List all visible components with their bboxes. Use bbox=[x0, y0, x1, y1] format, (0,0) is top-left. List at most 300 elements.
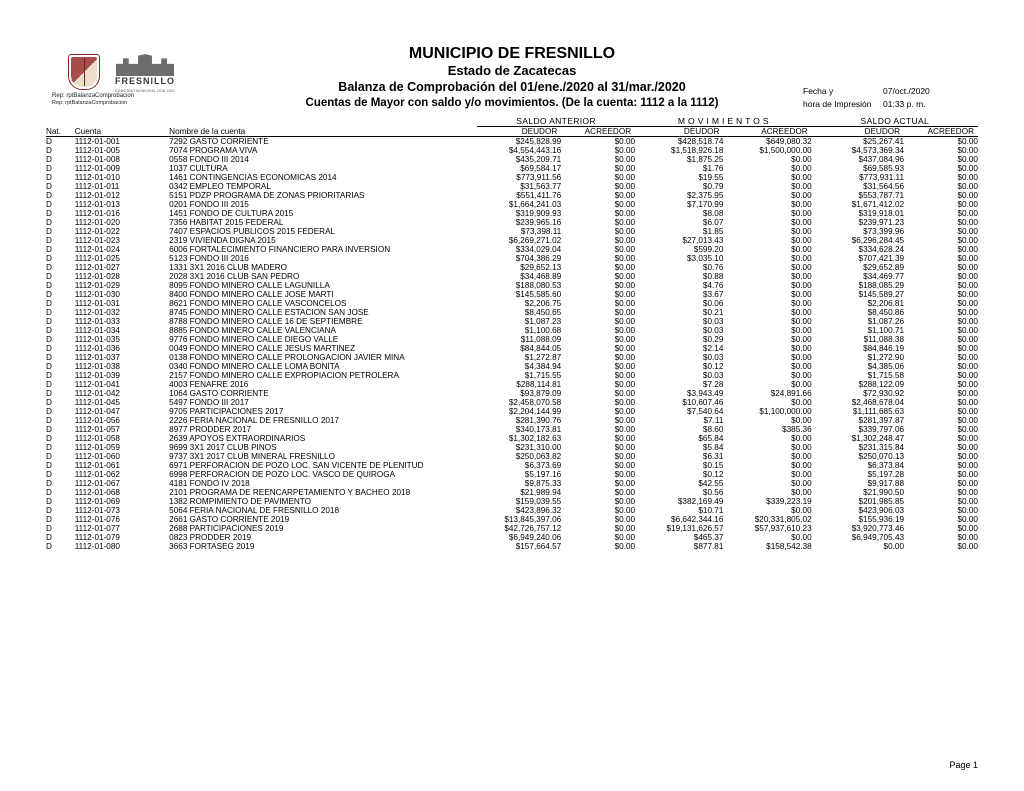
cell-nat: D bbox=[46, 155, 52, 164]
cell-mov-acreedor: $0.00 bbox=[791, 281, 812, 290]
cell-anterior-acreedor: $0.00 bbox=[614, 164, 636, 173]
cell-anterior-deudor: $145,585.60 bbox=[515, 290, 562, 299]
cell-mov-acreedor: $0.00 bbox=[791, 443, 812, 452]
group-header-row bbox=[46, 116, 978, 127]
cell-mov-deudor: $42.55 bbox=[698, 479, 724, 488]
cell-mov-acreedor: $385.36 bbox=[782, 425, 812, 434]
table-row bbox=[46, 254, 978, 263]
cell-anterior-acreedor: $0.00 bbox=[614, 236, 636, 245]
cell-nat: D bbox=[46, 137, 52, 146]
cell-actual-acreedor: $0.00 bbox=[957, 272, 978, 281]
cell-anterior-acreedor: $0.00 bbox=[614, 155, 636, 164]
cell-mov-deudor: $599.20 bbox=[693, 245, 724, 254]
cell-nat: D bbox=[46, 344, 52, 353]
cell-nombre: 6971 PERFORACION DE POZO LOC. SAN VICENTE DE PLENITUD bbox=[169, 461, 424, 470]
report-title: Balanza de Comprobación del 01/ene./2020 al 31/mar./2020 bbox=[338, 80, 686, 94]
cell-cuenta: 1112-01-062 bbox=[74, 470, 120, 479]
cell-anterior-deudor: $1,272.87 bbox=[524, 353, 562, 362]
table-row bbox=[46, 191, 978, 200]
cell-nombre: 5151 PDZP PROGRAMA DE ZONAS PRIORITARIAS bbox=[169, 191, 365, 200]
cell-actual-acreedor: $0.00 bbox=[957, 506, 978, 515]
cell-nat: D bbox=[46, 164, 52, 173]
cell-mov-deudor: $1,518,926.18 bbox=[671, 146, 724, 155]
cell-anterior-deudor: $245,828.99 bbox=[515, 137, 562, 146]
cell-anterior-acreedor: $0.00 bbox=[614, 245, 636, 254]
cell-mov-acreedor: $0.00 bbox=[791, 362, 812, 371]
cell-anterior-deudor: $1,100.68 bbox=[524, 326, 562, 335]
cell-actual-acreedor: $0.00 bbox=[957, 380, 978, 389]
cell-anterior-acreedor: $0.00 bbox=[614, 254, 636, 263]
cell-anterior-deudor: $1,664,241.03 bbox=[508, 200, 562, 209]
table-row bbox=[46, 146, 978, 155]
cell-nombre: 0823 PRODDER 2019 bbox=[169, 533, 252, 542]
cell-cuenta: 1112-01-069 bbox=[74, 497, 120, 506]
cell-mov-deudor: $7,170.99 bbox=[686, 200, 724, 209]
cell-mov-acreedor: $1,100,000.00 bbox=[759, 407, 812, 416]
cell-mov-acreedor: $0.00 bbox=[791, 245, 812, 254]
cell-mov-acreedor: $1,500,000.00 bbox=[759, 146, 812, 155]
cell-mov-deudor: $0.03 bbox=[702, 353, 724, 362]
cell-anterior-deudor: $250,063.82 bbox=[515, 452, 562, 461]
table-row bbox=[46, 470, 978, 479]
table-row bbox=[46, 326, 978, 335]
cell-actual-deudor: $72,930.92 bbox=[863, 389, 905, 398]
cell-actual-deudor: $11,088.38 bbox=[863, 335, 905, 344]
table-row bbox=[46, 263, 978, 272]
logo-wordmark: FRESNILLO bbox=[115, 76, 175, 86]
cell-mov-deudor: $6,642,344.16 bbox=[671, 515, 724, 524]
cell-anterior-deudor: $288,114.81 bbox=[516, 380, 562, 389]
cell-actual-deudor: $31,564.56 bbox=[863, 182, 905, 191]
cell-mov-deudor: $7.11 bbox=[703, 416, 724, 425]
print-date-label: Fecha y bbox=[803, 86, 834, 96]
cell-cuenta: 1112-01-031 bbox=[74, 299, 120, 308]
cell-nombre: 5064 FERIA NACIONAL DE FRESNILLO 2018 bbox=[169, 506, 340, 515]
table-row bbox=[46, 245, 978, 254]
table-row bbox=[46, 542, 978, 551]
cell-nat: D bbox=[46, 371, 52, 380]
cell-nombre: 9699 3X1 2017 CLUB PINOS bbox=[169, 443, 277, 452]
cell-mov-acreedor: $0.00 bbox=[791, 272, 812, 281]
cell-mov-acreedor: $0.00 bbox=[791, 416, 812, 425]
cell-anterior-acreedor: $0.00 bbox=[614, 542, 636, 551]
cell-anterior-deudor: $2,204,144.99 bbox=[508, 407, 562, 416]
cell-mov-deudor: $0.03 bbox=[702, 371, 724, 380]
cell-mov-deudor: $0.29 bbox=[702, 335, 724, 344]
cell-mov-deudor: $1.85 bbox=[702, 227, 724, 236]
cell-nombre: 8977 PRODDER 2017 bbox=[169, 425, 252, 434]
cell-cuenta: 1112-01-080 bbox=[74, 542, 120, 551]
cell-nat: D bbox=[46, 146, 52, 155]
cell-anterior-deudor: $21,989.94 bbox=[520, 488, 562, 497]
table-row bbox=[46, 524, 978, 533]
cell-actual-acreedor: $0.00 bbox=[957, 542, 978, 551]
table-row bbox=[46, 533, 978, 542]
cell-nombre: 0201 FONDO III 2015 bbox=[169, 200, 249, 209]
cell-nombre: 8885 FONDO MINERO CALLE VALENCIANA bbox=[169, 326, 336, 335]
cell-nat: D bbox=[46, 290, 52, 299]
cell-cuenta: 1112-01-056 bbox=[74, 416, 120, 425]
cell-mov-acreedor: $0.00 bbox=[791, 434, 812, 443]
cell-mov-deudor: $0.79 bbox=[702, 182, 724, 191]
cell-actual-deudor: $188,085.29 bbox=[858, 281, 905, 290]
cell-mov-deudor: $0.12 bbox=[702, 470, 724, 479]
cell-cuenta: 1112-01-068 bbox=[74, 488, 120, 497]
print-time-label: hora de Impresión bbox=[803, 99, 872, 109]
group-blank-3 bbox=[169, 116, 477, 127]
group-blank-2 bbox=[75, 116, 169, 127]
cell-mov-deudor: $65.84 bbox=[698, 434, 724, 443]
cell-actual-acreedor: $0.00 bbox=[957, 245, 978, 254]
cell-nat: D bbox=[46, 542, 52, 551]
cell-actual-acreedor: $0.00 bbox=[957, 308, 978, 317]
cell-anterior-deudor: $42,726,757.12 bbox=[504, 524, 562, 533]
cell-nat: D bbox=[46, 488, 52, 497]
cell-nombre: 1331 3X1 2016 CLUB MADERO bbox=[169, 263, 288, 272]
cell-mov-deudor: $0.06 bbox=[702, 299, 724, 308]
table-row bbox=[46, 164, 978, 173]
cell-mov-acreedor: $0.00 bbox=[791, 254, 812, 263]
cell-actual-deudor: $145,589.27 bbox=[858, 290, 905, 299]
cell-anterior-acreedor: $0.00 bbox=[614, 524, 636, 533]
cell-cuenta: 1112-01-010 bbox=[74, 173, 120, 182]
cell-cuenta: 1112-01-038 bbox=[74, 362, 120, 371]
fresnillo-logo-icon bbox=[110, 52, 180, 93]
cell-mov-deudor: $428,518.74 bbox=[677, 137, 724, 146]
cell-mov-acreedor: $0.00 bbox=[791, 155, 812, 164]
cell-nombre: 0558 FONDO III 2014 bbox=[169, 155, 249, 164]
cell-mov-deudor: $2,375.95 bbox=[686, 191, 724, 200]
cell-actual-deudor: $84,846.19 bbox=[863, 344, 905, 353]
cell-nat: D bbox=[46, 263, 52, 272]
cell-anterior-deudor: $8,450.65 bbox=[524, 308, 562, 317]
print-date-value: 07/oct./2020 bbox=[883, 86, 930, 96]
cell-anterior-acreedor: $0.00 bbox=[614, 461, 636, 470]
cell-anterior-deudor: $340,173.81 bbox=[515, 425, 562, 434]
cell-anterior-acreedor: $0.00 bbox=[614, 182, 636, 191]
print-time-value: 01:33 p. m. bbox=[883, 99, 926, 109]
cell-actual-acreedor: $0.00 bbox=[957, 515, 978, 524]
table-row bbox=[46, 272, 978, 281]
cell-actual-acreedor: $0.00 bbox=[957, 497, 978, 506]
cell-actual-acreedor: $0.00 bbox=[957, 299, 978, 308]
report-subtitle: Cuentas de Mayor con saldo y/o movimientos. (De la cuenta: 1112 a la 1112) bbox=[305, 97, 719, 109]
cell-mov-acreedor: $20,331,805.02 bbox=[754, 515, 812, 524]
cell-actual-deudor: $34,469.77 bbox=[863, 272, 905, 281]
entity-title: MUNICIPIO DE FRESNILLO bbox=[408, 45, 616, 62]
cell-actual-deudor: $5,197.28 bbox=[867, 470, 905, 479]
cell-mov-deudor: $1.76 bbox=[702, 164, 724, 173]
cell-actual-acreedor: $0.00 bbox=[957, 344, 978, 353]
cell-cuenta: 1112-01-012 bbox=[74, 191, 120, 200]
table-row bbox=[46, 317, 978, 326]
cell-nat: D bbox=[46, 281, 52, 290]
cell-anterior-acreedor: $0.00 bbox=[614, 146, 636, 155]
cell-nombre: 0340 FONDO MINERO CALLE LOMA BONITA bbox=[169, 362, 340, 371]
cell-cuenta: 1112-01-027 bbox=[74, 263, 120, 272]
cell-actual-acreedor: $0.00 bbox=[957, 281, 978, 290]
cell-actual-acreedor: $0.00 bbox=[957, 137, 978, 146]
cell-nombre: 1382 ROMPIMIENTO DE PAVIMENTO bbox=[169, 497, 311, 506]
balance-table bbox=[46, 116, 978, 551]
cell-cuenta: 1112-01-041 bbox=[74, 380, 120, 389]
cell-actual-deudor: $334,628.24 bbox=[858, 245, 905, 254]
cell-anterior-deudor: $73,398.11 bbox=[520, 227, 562, 236]
cell-anterior-acreedor: $0.00 bbox=[614, 452, 636, 461]
cell-actual-deudor: $0.00 bbox=[883, 542, 905, 551]
cell-actual-acreedor: $0.00 bbox=[957, 191, 978, 200]
cell-anterior-acreedor: $0.00 bbox=[614, 407, 636, 416]
table-row bbox=[46, 497, 978, 506]
cell-mov-acreedor: $649,080.32 bbox=[766, 137, 812, 146]
cell-nat: D bbox=[46, 326, 52, 335]
cell-anterior-acreedor: $0.00 bbox=[614, 533, 636, 542]
cell-mov-acreedor: $0.00 bbox=[791, 533, 812, 542]
cell-nat: D bbox=[46, 254, 52, 263]
cell-actual-acreedor: $0.00 bbox=[957, 155, 978, 164]
cell-actual-deudor: $231,315.84 bbox=[858, 443, 905, 452]
table-row bbox=[46, 173, 978, 182]
cell-anterior-acreedor: $0.00 bbox=[614, 353, 636, 362]
cell-mov-deudor: $0.88 bbox=[702, 272, 724, 281]
cell-cuenta: 1112-01-028 bbox=[74, 272, 120, 281]
cell-nombre: 8095 FONDO MINERO CALLE LAGUNILLA bbox=[169, 281, 330, 290]
cell-anterior-acreedor: $0.00 bbox=[614, 272, 636, 281]
cell-cuenta: 1112-01-058 bbox=[74, 434, 120, 443]
col-mov-acreedor: ACREEDOR bbox=[761, 127, 808, 136]
cell-actual-acreedor: $0.00 bbox=[957, 317, 978, 326]
cell-nat: D bbox=[46, 524, 52, 533]
table-head bbox=[46, 116, 978, 137]
cell-mov-acreedor: $0.00 bbox=[791, 398, 812, 407]
table-row bbox=[46, 362, 978, 371]
cell-mov-deudor: $7,540.64 bbox=[686, 407, 724, 416]
cell-actual-acreedor: $0.00 bbox=[957, 263, 978, 272]
cell-nombre: 8745 FONDO MINERO CALLE ESTACION SAN JOSE bbox=[169, 308, 369, 317]
cell-mov-deudor: $3,943.49 bbox=[686, 389, 724, 398]
cell-anterior-deudor: $551,411.76 bbox=[516, 191, 562, 200]
cell-nat: D bbox=[46, 299, 52, 308]
cell-actual-deudor: $707,421.39 bbox=[858, 254, 905, 263]
cell-nat: D bbox=[46, 200, 52, 209]
cell-actual-deudor: $1,715.58 bbox=[867, 371, 905, 380]
cell-anterior-acreedor: $0.00 bbox=[614, 317, 636, 326]
cell-actual-acreedor: $0.00 bbox=[957, 443, 978, 452]
report-id-line1: Rep: rptBalanzaComprobacion bbox=[52, 93, 135, 99]
print-time-row bbox=[803, 98, 978, 111]
cell-actual-deudor: $6,949,705.43 bbox=[851, 533, 905, 542]
cell-mov-acreedor: $0.00 bbox=[791, 218, 812, 227]
cell-mov-acreedor: $0.00 bbox=[791, 380, 812, 389]
cell-mov-deudor: $0.03 bbox=[702, 326, 724, 335]
group-movimientos: M O V I M I E N T O S bbox=[635, 116, 812, 127]
cell-nat: D bbox=[46, 416, 52, 425]
cell-mov-acreedor: $0.00 bbox=[791, 353, 812, 362]
cell-nombre: 1037 CULTURA bbox=[169, 164, 228, 173]
table-row bbox=[46, 479, 978, 488]
group-saldo-anterior: SALDO ANTERIOR bbox=[477, 116, 635, 127]
cell-actual-deudor: $2,468,678.04 bbox=[851, 398, 905, 407]
cell-mov-deudor: $27,013.43 bbox=[682, 236, 724, 245]
cell-cuenta: 1112-01-030 bbox=[74, 290, 120, 299]
cell-mov-deudor: $0.12 bbox=[702, 362, 724, 371]
cell-actual-deudor: $1,111,685.63 bbox=[852, 407, 905, 416]
cell-cuenta: 1112-01-039 bbox=[74, 371, 120, 380]
cell-nat: D bbox=[46, 497, 52, 506]
cell-actual-acreedor: $0.00 bbox=[957, 290, 978, 299]
page-number: Page 1 bbox=[949, 760, 978, 770]
cell-nat: D bbox=[46, 533, 52, 542]
cell-anterior-deudor: $93,879.09 bbox=[520, 389, 562, 398]
cell-nombre: 8400 FONDO MINERO CALLE JOSE MARTI bbox=[169, 290, 334, 299]
cell-nat: D bbox=[46, 362, 52, 371]
logo-group bbox=[68, 52, 180, 93]
cell-anterior-deudor: $239,965.16 bbox=[515, 218, 562, 227]
table-row bbox=[46, 281, 978, 290]
table-body bbox=[46, 137, 978, 552]
cell-anterior-acreedor: $0.00 bbox=[614, 173, 636, 182]
cell-mov-deudor: $2.14 bbox=[702, 344, 724, 353]
cell-nat: D bbox=[46, 380, 52, 389]
cell-anterior-deudor: $69,584.17 bbox=[520, 164, 562, 173]
cell-actual-deudor: $288,122.09 bbox=[858, 380, 905, 389]
cell-mov-deudor: $1,875.25 bbox=[686, 155, 724, 164]
print-info bbox=[803, 85, 978, 111]
col-mov-deudor: DEUDOR bbox=[683, 127, 720, 136]
cell-mov-acreedor: $0.00 bbox=[791, 470, 812, 479]
state-subtitle: Estado de Zacatecas bbox=[447, 63, 577, 78]
col-nat: Nat. bbox=[46, 126, 62, 136]
cell-cuenta: 1112-01-022 bbox=[74, 227, 120, 236]
cell-nombre: 2101 PROGRAMA DE REENCARPETAMIENTO Y BACHEO 2018 bbox=[169, 488, 411, 497]
cell-anterior-deudor: $188,080.53 bbox=[515, 281, 562, 290]
table-row bbox=[46, 407, 978, 416]
coat-of-arms-icon bbox=[68, 54, 100, 90]
cell-actual-acreedor: $0.00 bbox=[957, 524, 978, 533]
cell-anterior-acreedor: $0.00 bbox=[614, 263, 636, 272]
cell-cuenta: 1112-01-034 bbox=[74, 326, 120, 335]
cell-mov-deudor: $19.55 bbox=[698, 173, 724, 182]
cell-anterior-deudor: $4,554,443.16 bbox=[508, 146, 562, 155]
cell-actual-deudor: $73,399.96 bbox=[863, 227, 905, 236]
cell-anterior-acreedor: $0.00 bbox=[614, 209, 636, 218]
cell-anterior-acreedor: $0.00 bbox=[614, 497, 636, 506]
table-row bbox=[46, 380, 978, 389]
cell-anterior-acreedor: $0.00 bbox=[614, 425, 636, 434]
cell-anterior-acreedor: $0.00 bbox=[614, 416, 636, 425]
cell-anterior-acreedor: $0.00 bbox=[614, 281, 636, 290]
cell-cuenta: 1112-01-036 bbox=[74, 344, 120, 353]
table-row bbox=[46, 308, 978, 317]
table-row bbox=[46, 371, 978, 380]
cell-actual-acreedor: $0.00 bbox=[957, 209, 978, 218]
cell-mov-acreedor: $0.00 bbox=[791, 182, 812, 191]
cell-actual-acreedor: $0.00 bbox=[957, 416, 978, 425]
cell-mov-deudor: $0.21 bbox=[702, 308, 724, 317]
cell-mov-deudor: $6.31 bbox=[702, 452, 724, 461]
cell-actual-deudor: $4,573,369.34 bbox=[851, 146, 905, 155]
cell-actual-acreedor: $0.00 bbox=[957, 326, 978, 335]
logo-subtext: GOBIERNO MUNICIPAL 2018-2021 bbox=[114, 89, 176, 93]
table-row bbox=[46, 335, 978, 344]
table-row bbox=[46, 488, 978, 497]
cell-mov-acreedor: $0.00 bbox=[791, 263, 812, 272]
cell-cuenta: 1112-01-005 bbox=[74, 146, 120, 155]
cell-actual-acreedor: $0.00 bbox=[957, 398, 978, 407]
table-row bbox=[46, 209, 978, 218]
cell-nat: D bbox=[46, 182, 52, 191]
cell-actual-deudor: $21,990.50 bbox=[863, 488, 905, 497]
cell-actual-acreedor: $0.00 bbox=[957, 434, 978, 443]
print-date-row bbox=[803, 85, 978, 98]
cell-actual-deudor: $201,985.85 bbox=[858, 497, 905, 506]
cell-anterior-deudor: $1,087.23 bbox=[524, 317, 562, 326]
cell-anterior-acreedor: $0.00 bbox=[614, 515, 636, 524]
cell-actual-acreedor: $0.00 bbox=[957, 488, 978, 497]
cell-anterior-acreedor: $0.00 bbox=[614, 380, 636, 389]
cell-anterior-deudor: $84,844.05 bbox=[520, 344, 562, 353]
cell-anterior-acreedor: $0.00 bbox=[614, 488, 636, 497]
cell-mov-deudor: $5.84 bbox=[702, 443, 724, 452]
cell-anterior-deudor: $6,949,240.06 bbox=[508, 533, 562, 542]
col-anterior-acreedor: ACREEDOR bbox=[584, 127, 632, 136]
cell-actual-acreedor: $0.00 bbox=[957, 371, 978, 380]
cell-nombre: 9776 FONDO MINERO CALLE DIEGO VALLE bbox=[169, 335, 339, 344]
cell-actual-acreedor: $0.00 bbox=[957, 425, 978, 434]
cell-cuenta: 1112-01-032 bbox=[74, 308, 120, 317]
cell-cuenta: 1112-01-011 bbox=[74, 182, 120, 191]
cell-anterior-acreedor: $0.00 bbox=[614, 191, 636, 200]
cell-anterior-acreedor: $0.00 bbox=[614, 398, 636, 407]
cell-mov-deudor: $10.71 bbox=[698, 506, 724, 515]
cell-anterior-deudor: $1,302,182.63 bbox=[508, 434, 562, 443]
cell-nombre: 9705 PARTICIPACIONES 2017 bbox=[169, 407, 284, 416]
cell-actual-deudor: $1,100.71 bbox=[867, 326, 905, 335]
cell-nat: D bbox=[46, 452, 52, 461]
group-saldo-actual: SALDO ACTUAL bbox=[812, 116, 978, 127]
cell-anterior-deudor: $319,909.93 bbox=[515, 209, 562, 218]
cell-mov-deudor: $4.76 bbox=[702, 281, 724, 290]
report-id bbox=[52, 93, 134, 107]
cell-actual-acreedor: $0.00 bbox=[957, 164, 978, 173]
cell-nombre: 0049 FONDO MINERO CALLE JESUS MARTINEZ bbox=[169, 344, 356, 353]
cell-actual-deudor: $1,302,248.47 bbox=[851, 434, 905, 443]
cell-actual-acreedor: $0.00 bbox=[957, 218, 978, 227]
cell-actual-deudor: $239,971.23 bbox=[858, 218, 905, 227]
cell-mov-acreedor: $57,937,610.23 bbox=[754, 524, 812, 533]
cell-actual-deudor: $9,917.88 bbox=[867, 479, 905, 488]
cell-nombre: 2226 FERIA NACIONAL DE FRESNILLO 2017 bbox=[169, 416, 340, 425]
cell-nombre: 2028 3X1 2016 CLUB SAN PEDRO bbox=[169, 272, 300, 281]
cell-actual-deudor: $1,087.26 bbox=[867, 317, 905, 326]
cell-nat: D bbox=[46, 506, 52, 515]
cell-mov-acreedor: $0.00 bbox=[791, 308, 812, 317]
cell-anterior-acreedor: $0.00 bbox=[614, 443, 636, 452]
cell-nombre: 6006 FORTALECIMIENTO FINANCIERO PARA INVERSION bbox=[169, 245, 391, 254]
cell-anterior-deudor: $29,652.13 bbox=[520, 263, 562, 272]
cell-nombre: 1461 CONTINGENCIAS ECONOMICAS 2014 bbox=[169, 173, 337, 182]
table-row bbox=[46, 137, 978, 147]
table-row bbox=[46, 290, 978, 299]
cell-actual-deudor: $773,931.11 bbox=[859, 173, 905, 182]
cell-nombre: 8788 FONDO MINERO CALLE 16 DE SEPTIEMBRE bbox=[169, 317, 363, 326]
cell-anterior-deudor: $4,384.94 bbox=[524, 362, 562, 371]
cell-nat: D bbox=[46, 209, 52, 218]
cell-actual-acreedor: $0.00 bbox=[957, 389, 978, 398]
cell-nat: D bbox=[46, 398, 52, 407]
cell-nombre: 7407 ESPACIOS PUBLICOS 2015 FEDERAL bbox=[169, 227, 336, 236]
cell-mov-acreedor: $0.00 bbox=[791, 236, 812, 245]
